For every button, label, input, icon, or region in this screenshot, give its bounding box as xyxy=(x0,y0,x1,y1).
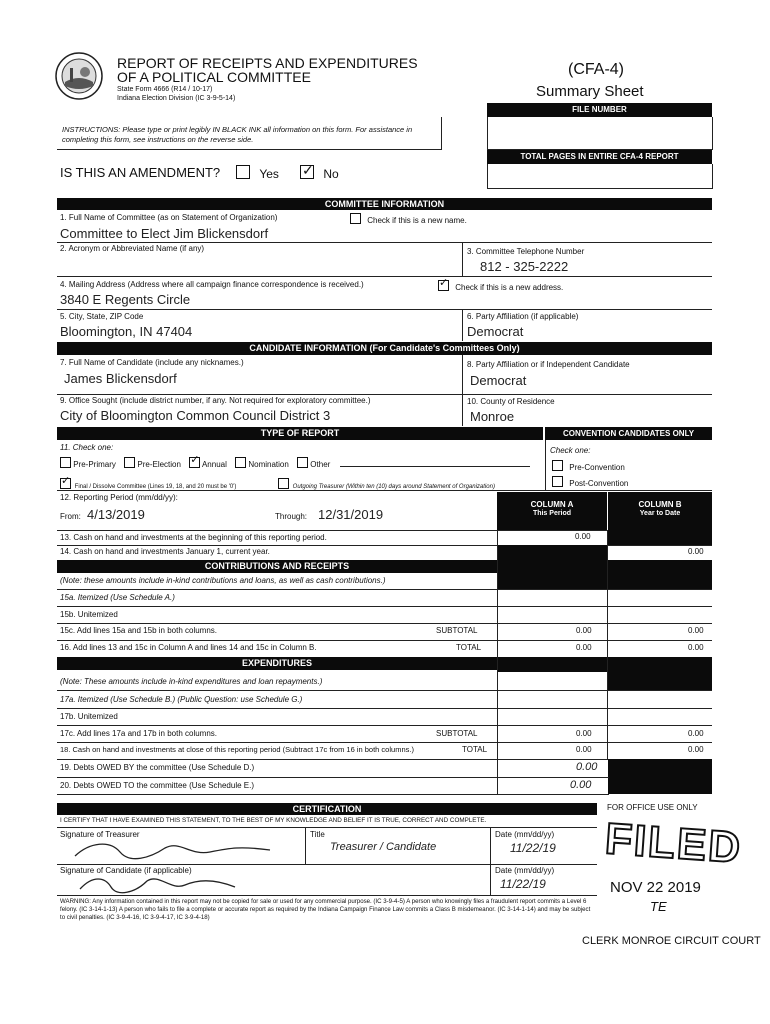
line-20-label: 20. Debts OWED TO the committee (Use Schedule E.) xyxy=(60,781,254,790)
line-18-label: 18. Cash on hand and investments at close of this reporting period (Subtract 17c from 16 in both columns.) xyxy=(60,745,414,754)
column-b-header: COLUMN B Year to Date xyxy=(608,492,712,530)
line-19-label: 19. Debts OWED BY the committee (Use Schedule D.) xyxy=(60,763,255,772)
column-a-header: COLUMN A This Period xyxy=(497,492,607,530)
line-20-col-a[interactable]: 0.00 xyxy=(570,779,592,791)
line-18-col-b[interactable]: 0.00 xyxy=(688,745,704,754)
instructions-box xyxy=(57,117,442,150)
amendment-yes-checkbox[interactable] xyxy=(236,165,250,179)
other-checkbox[interactable] xyxy=(297,457,308,468)
file-number-header: FILE NUMBER xyxy=(487,103,712,117)
form-title-line1: REPORT OF RECEIPTS AND EXPENDITURES xyxy=(117,55,418,71)
pre-convention-checkbox[interactable] xyxy=(552,460,563,471)
file-number-field[interactable] xyxy=(487,117,713,150)
option-pre-primary[interactable]: Pre-Primary xyxy=(60,460,116,469)
date-1-label: Date (mm/dd/yy) xyxy=(495,830,555,839)
treasurer-signature-label: Signature of Treasurer xyxy=(60,830,140,839)
warning-text: WARNING: Any information contained in this report may not be copied for sale or used for any commercial purpose. (IC 3-9-4-5) A person who knowingly files a fraudulent report commits a Level 6 felony. (IC 3-14-1-13) A person who fails to file a complete or accurate report as required by the Indiana Campaign Finance Law commits a Class B misdemeanor. (IC 3-14-1-14) and may be subject to civil penalties. (IC 3-9-4-16, IC 3-9-4-17, IC 3-9-4-18) xyxy=(60,898,591,921)
form-title-line2: OF A POLITICAL COMMITTEE xyxy=(117,69,311,85)
contributions-header: CONTRIBUTIONS AND RECEIPTS xyxy=(57,560,497,573)
office-use-label: FOR OFFICE USE ONLY xyxy=(607,803,698,812)
office-sought-value[interactable]: City of Bloomington Common Council District 3 xyxy=(60,408,331,423)
line-15c-label: 15c. Add lines 15a and 15b in both columns. xyxy=(60,626,217,635)
outgoing-treasurer-checkbox[interactable] xyxy=(278,478,289,489)
acronym-label: 2. Acronym or Abbreviated Name (if any) xyxy=(60,244,205,253)
candidate-signature-label: Signature of Candidate (if applicable) xyxy=(60,866,192,875)
from-date-value[interactable]: 4/13/2019 xyxy=(87,507,145,522)
date-2-value[interactable]: 11/22/19 xyxy=(500,877,546,891)
pre-convention-option[interactable]: Pre-Convention xyxy=(552,460,625,472)
new-address-option[interactable]: ✓ Check if this is a new address. xyxy=(439,277,564,292)
new-name-option[interactable]: Check if this is a new name. xyxy=(350,213,467,225)
committee-name-label: 1. Full Name of Committee (as on Statement of Organization) xyxy=(60,213,278,222)
post-convention-option[interactable]: Post-Convention xyxy=(552,476,628,488)
state-form-number: State Form 4666 (R14 / 10-17) xyxy=(117,86,213,93)
phone-label: 3. Committee Telephone Number xyxy=(467,247,585,256)
pre-primary-checkbox[interactable] xyxy=(60,457,71,468)
filed-stamp: FILED xyxy=(603,814,744,873)
amendment-question: IS THIS AN AMENDMENT? xyxy=(60,165,221,180)
line-16-col-b[interactable]: 0.00 xyxy=(688,643,704,652)
post-convention-checkbox[interactable] xyxy=(552,476,563,487)
line-15a-label: 15a. Itemized (Use Schedule A.) xyxy=(60,593,175,602)
option-annual[interactable]: ✓ Annual xyxy=(190,454,227,469)
reporting-period-label: 12. Reporting Period (mm/dd/yy): xyxy=(60,493,178,502)
certification-statement: I CERTIFY THAT I HAVE EXAMINED THIS STATEMENT, TO THE BEST OF MY KNOWLEDGE AND BELIEF IT IS TRUE, CORRECT AND COMPLETE. xyxy=(60,817,487,824)
line-17a-label: 17a. Itemized (Use Schedule B.) (Public Question: use Schedule G.) xyxy=(60,695,303,704)
contrib-col-b-blocked xyxy=(608,560,712,589)
new-name-checkbox[interactable] xyxy=(350,213,361,224)
line-18-total-label: TOTAL xyxy=(462,745,488,754)
pre-election-checkbox[interactable] xyxy=(124,457,135,468)
line-19-col-a[interactable]: 0.00 xyxy=(576,761,598,773)
final-dissolve-checkbox[interactable] xyxy=(60,475,71,489)
option-pre-election[interactable]: Pre-Election xyxy=(124,460,181,469)
line-18-col-a[interactable]: 0.00 xyxy=(576,745,592,754)
line-19-col-b-blocked xyxy=(608,759,712,794)
option-other[interactable]: Other xyxy=(297,460,330,469)
committee-info-header: COMMITTEE INFORMATION xyxy=(57,198,712,210)
line-17c-col-b[interactable]: 0.00 xyxy=(688,729,704,738)
check-one-label: 11. Check one: xyxy=(60,443,114,452)
committee-name-value[interactable]: Committee to Elect Jim Blickensdorf xyxy=(60,226,269,241)
candidate-party-value[interactable]: Democrat xyxy=(470,373,527,388)
through-date-value[interactable]: 12/31/2019 xyxy=(318,507,384,522)
certification-header: CERTIFICATION xyxy=(57,803,597,815)
line-14-col-a-blocked xyxy=(497,545,607,589)
from-label: From: xyxy=(60,512,81,521)
candidate-party-label: 8. Party Affiliation or if Independent Candidate xyxy=(467,360,630,369)
candidate-name-value[interactable]: James Blickensdorf xyxy=(64,371,177,386)
stamp-date: NOV 22 2019 xyxy=(610,879,701,896)
office-sought-label: 9. Office Sought (include district number, if any. Not required for exploratory committee.) xyxy=(60,396,371,405)
line-16-col-a[interactable]: 0.00 xyxy=(576,643,592,652)
amendment-no-option[interactable]: ✓ No xyxy=(302,162,339,181)
checkmark-icon: ✓ xyxy=(302,162,314,178)
stamp-initials: TE xyxy=(650,899,667,914)
checkmark-icon: ✓ xyxy=(439,277,449,289)
committee-party-value[interactable]: Democrat xyxy=(467,324,524,339)
acronym-field[interactable] xyxy=(60,256,455,270)
line-17b-label: 17b. Unitemized xyxy=(60,712,118,721)
title-label: Title xyxy=(310,830,325,839)
county-value[interactable]: Monroe xyxy=(470,409,515,424)
amendment-no-checkbox[interactable] xyxy=(300,162,314,179)
summary-sheet-title: Summary Sheet xyxy=(536,83,644,100)
line-13-col-b-blocked xyxy=(608,530,712,545)
expenditures-note: (Note: These amounts include in-kind expenditures and loan repayments.) xyxy=(60,677,323,686)
date-1-value[interactable]: 11/22/19 xyxy=(510,841,556,855)
line-17c-label: 17c. Add lines 17a and 17b in both columns. xyxy=(60,729,217,738)
nomination-checkbox[interactable] xyxy=(235,457,246,468)
title-value[interactable]: Treasurer / Candidate xyxy=(330,841,437,853)
total-pages-header: TOTAL PAGES IN ENTIRE CFA-4 REPORT xyxy=(487,150,712,164)
through-label: Through: xyxy=(275,512,308,521)
candidate-signature[interactable] xyxy=(75,873,255,895)
instructions-text: INSTRUCTIONS: Please type or print legibly IN BLACK INK all information on this form. For assistance in completing this form, see instructions on the reverse side. xyxy=(62,125,413,144)
amendment-yes-option[interactable]: Yes xyxy=(236,165,279,180)
line-16-label: 16. Add lines 13 and 15c in Column A and lines 14 and 15c in Column B. xyxy=(60,643,317,652)
line-17c-subtotal-label: SUBTOTAL xyxy=(436,729,478,738)
exp-col-a-blocked xyxy=(497,657,607,672)
conv-check-one-label: Check one: xyxy=(550,446,591,455)
new-address-checkbox[interactable] xyxy=(438,277,449,291)
annual-checkbox[interactable] xyxy=(189,454,200,468)
treasurer-signature[interactable] xyxy=(70,838,300,862)
city-state-zip-label: 5. City, State, ZIP Code xyxy=(60,312,144,321)
final-dissolve-option[interactable]: ✓ Final / Dissolve Committee (Lines 19, 18, and 20 must be '0') xyxy=(61,475,237,490)
expenditures-header: EXPENDITURES xyxy=(57,657,497,670)
line-14-col-b[interactable]: 0.00 xyxy=(688,547,704,556)
candidate-info-header: CANDIDATE INFORMATION (For Candidate's Committees Only) xyxy=(57,342,712,355)
mailing-address-label: 4. Mailing Address (Address where all campaign finance correspondence is received.) xyxy=(60,280,364,289)
convention-header: CONVENTION CANDIDATES ONLY xyxy=(545,427,712,440)
indiana-state-seal xyxy=(55,52,103,100)
report-type-options xyxy=(60,454,331,469)
city-state-zip-value[interactable]: Bloomington, IN 47404 xyxy=(60,324,193,339)
line-15b-label: 15b. Unitemized xyxy=(60,610,118,619)
option-nomination[interactable]: Nomination xyxy=(235,460,289,469)
form-code: (CFA-4) xyxy=(568,61,624,78)
election-division: Indiana Election Division (IC 3-9-5-14) xyxy=(117,95,236,102)
line-15c-col-b[interactable]: 0.00 xyxy=(688,626,704,635)
stamp-clerk: CLERK MONROE CIRCUIT COURT xyxy=(582,935,761,947)
date-2-label: Date (mm/dd/yy) xyxy=(495,866,555,875)
mailing-address-value[interactable]: 3840 E Regents Circle xyxy=(60,292,191,307)
contributions-note: (Note: these amounts include in-kind contributions and loans, as well as cash contributions.) xyxy=(60,576,386,585)
line-16-total-label: TOTAL xyxy=(456,643,482,652)
line-13-col-a[interactable]: 0.00 xyxy=(575,532,591,541)
candidate-name-label: 7. Full Name of Candidate (include any nicknames.) xyxy=(60,358,244,367)
type-of-report-header: TYPE OF REPORT xyxy=(57,427,543,440)
line-13-label: 13. Cash on hand and investments at the beginning of this reporting period. xyxy=(60,533,327,542)
total-pages-field[interactable] xyxy=(487,164,713,189)
checkmark-icon: ✓ xyxy=(190,454,200,466)
outgoing-treasurer-option[interactable]: Outgoing Treasurer (Within ten (10) days around Statement of Organization) xyxy=(278,478,495,490)
line-17c-col-a[interactable]: 0.00 xyxy=(576,729,592,738)
county-label: 10. County of Residence xyxy=(467,397,555,406)
line-15c-subtotal-label: SUBTOTAL xyxy=(436,626,478,635)
line-14-label: 14. Cash on hand and investments January 1, current year. xyxy=(60,547,270,556)
phone-value[interactable]: 812 - 325-2222 xyxy=(480,259,569,274)
line-15c-col-a[interactable]: 0.00 xyxy=(576,626,592,635)
committee-party-label: 6. Party Affiliation (if applicable) xyxy=(467,312,579,321)
exp-col-b-blocked xyxy=(608,657,712,691)
checkmark-icon: ✓ xyxy=(61,475,71,487)
